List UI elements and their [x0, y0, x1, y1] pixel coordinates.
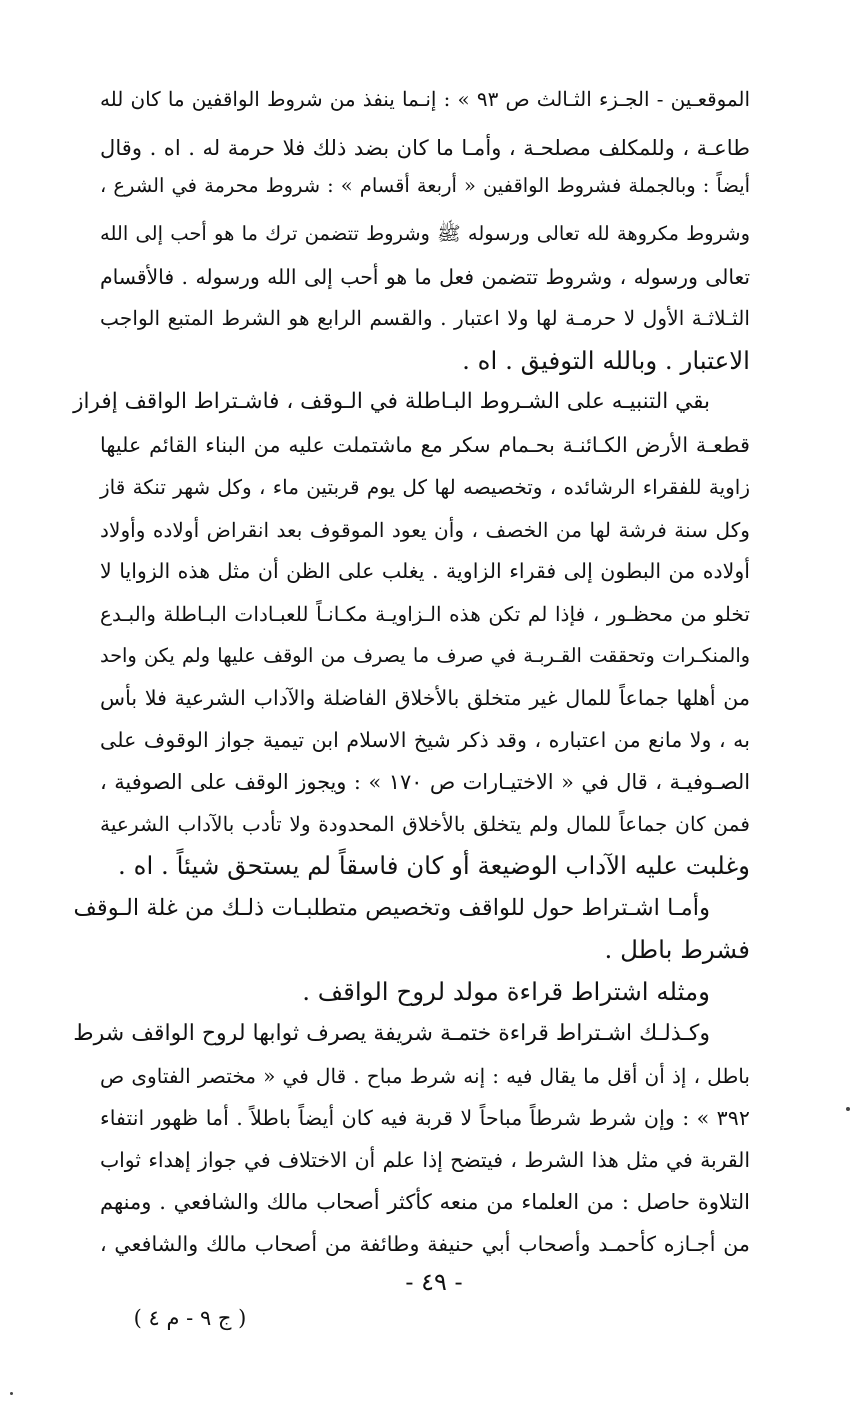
text-line: التلاوة حاصل : من العلماء من منعه كأكثر أصحاب مالك والشافعي . ومنهم	[100, 1189, 750, 1214]
paragraph-start-line: ومثله اشتراط قراءة مولد لروح الواقف .	[302, 977, 710, 1006]
text-line: وغلبت عليه الآداب الوضيعة أو كان فاسقاً لم يستحق شيئاً . اه .	[118, 851, 750, 880]
text-line: الصـوفيـة ، قال في « الاختيـارات ص ١٧٠ » : ويجوز الوقف على الصوفية ،	[100, 770, 750, 794]
text-line: تخلو من محظـور ، فإذا لم تكن هذه الـزاويـة مكـانـاً للعبـادات البـاطلة والبـدع	[100, 602, 750, 626]
text-line: به ، ولا مانع من اعتباره ، وقد ذكر شيخ الاسلام ابن تيمية جواز الوقوف على	[100, 728, 750, 752]
text-line: أولاده من البطون إلى فقراء الزاوية . يغلب على الظن أن مثل هذه الزوايا لا	[100, 559, 750, 583]
text-line: الاعتبار . وبالله التوفيق . اه .	[462, 346, 750, 375]
text-line: طاعـة ، وللمكلف مصلحـة ، وأمـا ما كان بضد ذلك فلا حرمة له . اه . وقال	[100, 135, 750, 160]
scan-speck	[846, 1107, 850, 1111]
text-line: والمنكـرات وتحققت القـربـة في صرف ما يصرف من الوقف عليها ولم يكن واحد	[100, 644, 750, 667]
text-line: من أجـازه كأحمـد وأصحاب أبي حنيفة وطائفة من أصحاب مالك والشافعي ،	[100, 1232, 750, 1256]
text-line: أيضاً : وبالجملة فشروط الواقفين « أربعة أقسام » : شروط محرمة في الشرع ،	[100, 174, 750, 197]
text-line: الموقعـين - الجـزء الثـالث ص ٩٣ » : إنـما ينفذ من شروط الواقفين ما كان لله	[100, 88, 750, 111]
scan-speck	[10, 1392, 13, 1395]
text-line: قطعـة الأرض الكـائنـة بحـمام سكر مع ماشتملت عليه من البناء القائم عليها	[100, 433, 750, 457]
paragraph-start-line: بقي التنبيـه على الشـروط البـاطلة في الـوقف ، فاشـتراط الواقف إفراز	[73, 389, 710, 414]
text-line: فشرط باطل .	[604, 935, 750, 964]
paragraph-start-line: وأمـا اشـتراط حول للواقف وتخصيص متطلبـات ذلـك من غلة الـوقف	[73, 895, 710, 921]
text-line: فمن كان جماعاً للمال ولم يتخلق بالأخلاق المحدودة ولا تأدب بالآداب الشرعية	[100, 812, 750, 836]
page-number: - ٤٩ -	[405, 1268, 463, 1296]
text-line: الثـلاثـة الأول لا حرمـة لها ولا اعتبار . والقسم الرابع هو الشرط المتبع الواجب	[100, 306, 750, 330]
text-line: ٣٩٢ » : وإن شرط شرطاً مباحاً لا قربة فيه كان أيضاً باطلاً . أما ظهور انتفاء	[100, 1106, 750, 1130]
paragraph-start-line: وكـذلـك اشـتراط قراءة ختمـة شريفة يصرف ثوابها لروح الواقف شرط	[73, 1021, 710, 1046]
text-line: باطل ، إذ أن أقل ما يقال فيه : إنه شرط مباح . قال في « مختصر الفتاوى ص	[100, 1064, 750, 1088]
text-line: من أهلها جماعاً للمال غير متخلق بالأخلاق الفاضلة والآداب الشرعية فلا بأس	[100, 686, 750, 710]
text-line: القربة في مثل هذا الشرط ، فيتضح إذا علم أن الاختلاف في جواز إهداء ثواب	[100, 1148, 750, 1172]
text-line: وكل سنة فرشة لها من الخصف ، وأن يعود الموقوف بعد انقراض أولاده وأولاد	[100, 518, 750, 542]
text-line: زاوية للفقراء الرشائده ، وتخصيصه لها كل يوم قربتين ماء ، وكل شهر تنكة قاز	[100, 475, 750, 499]
text-line: تعالى ورسوله ، وشروط تتضمن فعل ما هو أحب إلى الله ورسوله . فالأقسام	[100, 265, 750, 289]
text-line: وشروط مكروهة لله تعالى ورسوله ﷺ وشروط تتضمن ترك ما هو أحب إلى الله	[100, 222, 750, 245]
printer-signature: ( ج ٩ - م ٤ )	[133, 1306, 247, 1330]
